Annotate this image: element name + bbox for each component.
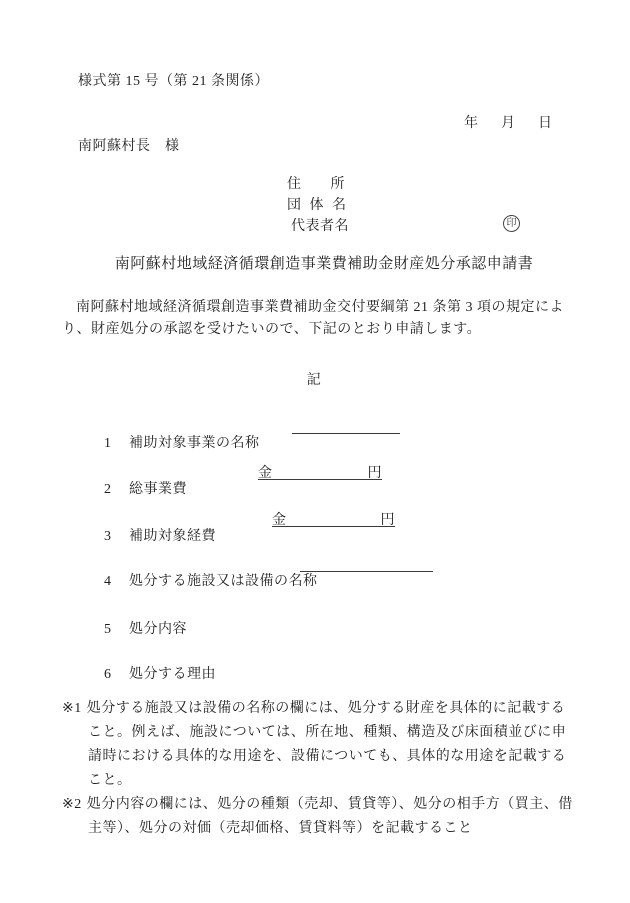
applicant-block [287,174,349,237]
item-6-label: 処分する理由 [129,667,216,682]
item-row-3 [88,509,395,544]
representative-label: 代表者名 [291,219,349,234]
record-mark: 記 [306,373,322,388]
item-4-blank-underline [300,554,433,572]
item-2-amount-prefix: 金 [258,466,273,481]
item-6-number: 6 [104,667,112,682]
note-1 [62,697,577,793]
note-2 [62,793,577,841]
item-row-2 [88,462,382,497]
note-1-text: 処分する施設又は設備の名称の欄には、処分する財産を具体的に記載すること。例えば、施設については、所在地、種類、構造及び床面積並びに申請時における具体的な用途を、設備についても、具体的な用途を記載すること。 [86,701,567,788]
item-row-5 [88,602,187,637]
seal-icon [503,215,520,232]
item-4-number: 4 [104,574,112,589]
item-5-number: 5 [104,622,112,637]
note-2-marker: ※2 [62,797,82,812]
document-title: 南阿蘇村地域経済循環創造事業費補助金財産処分承認申請書 [114,256,534,272]
organization-label: 団 体 名 [287,198,347,213]
notes-section [62,697,577,841]
intro-paragraph: 南阿蘇村地域経済循環創造事業費補助金交付要綱第 21 条第 3 項の規定により、財産処分の承認を受けたいので、下記のとおり申請します。 [62,300,564,337]
item-3-amount-blank [272,509,395,527]
note-1-marker: ※1 [62,701,82,716]
item-5-label: 処分内容 [129,622,187,637]
addressee: 南阿蘇村長 様 [78,139,180,154]
item-row-4 [88,554,318,589]
item-1-blank-underline [292,416,400,434]
date-month-label: 月 [501,116,515,131]
item-2-number: 2 [104,482,112,497]
item-3-amount-prefix: 金 [272,513,287,528]
date-year-label: 年 [464,116,478,131]
address-label: 住 所 [287,177,345,192]
item-1-label: 補助対象事業の名称 [129,436,260,451]
item-1-number: 1 [104,436,112,451]
item-2-amount-suffix: 円 [367,466,382,481]
item-3-number: 3 [104,529,112,544]
note-2-text: 処分内容の欄には、処分の種類（売却、賃貸等）、処分の相手方（買主、借主等）、処分の対価（売却価格、賃貸料等）を記載すること [86,797,573,836]
item-3-amount-suffix: 円 [380,513,395,528]
date-day-label: 日 [538,116,552,131]
item-2-amount-blank [258,462,382,480]
seal-character: 印 [506,217,517,229]
item-row-1 [88,416,260,451]
item-4-label: 処分する施設又は設備の名称 [129,574,318,589]
item-2-label: 総事業費 [129,482,187,497]
date-line [464,112,552,132]
item-row-6 [88,647,216,682]
form-number: 様式第 15 号（第 21 条関係） [78,74,269,89]
item-3-label: 補助対象経費 [129,529,216,544]
